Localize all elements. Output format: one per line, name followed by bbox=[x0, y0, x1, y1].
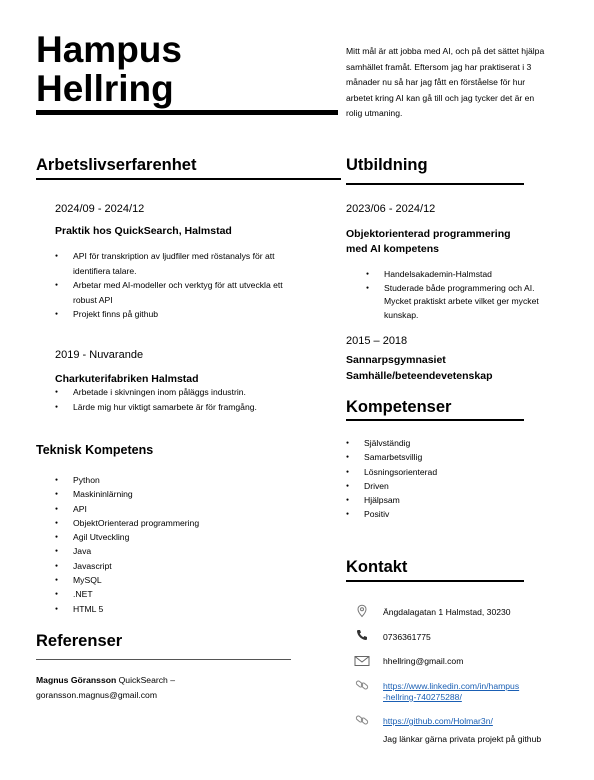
work-section-rule bbox=[36, 178, 341, 180]
list-item: ● Javascript bbox=[55, 559, 295, 573]
education-2-title-line2: Samhälle/beteendevetenskap bbox=[346, 370, 493, 382]
job-2-bullets bbox=[55, 385, 315, 414]
link-icon bbox=[355, 713, 369, 727]
list-item: ● Samarbetsvillig bbox=[346, 450, 526, 464]
first-name: Hampus bbox=[36, 29, 182, 70]
list-item: ● MySQL bbox=[55, 573, 295, 587]
education-1-dates: 2023/06 - 2024/12 bbox=[346, 203, 436, 215]
list-item: ● Java bbox=[55, 544, 295, 558]
tech-section-title: Teknisk Kompetens bbox=[36, 443, 154, 457]
reference-email: goransson.magnus@gmail.com bbox=[36, 690, 157, 700]
link-icon bbox=[355, 678, 369, 692]
linkedin-link-line1[interactable]: https://www.linkedin.com/in/hampus bbox=[383, 681, 520, 691]
list-item: ● .NET bbox=[55, 587, 295, 601]
competences-section-title: Kompetenser bbox=[346, 398, 452, 416]
phone-icon bbox=[355, 628, 369, 642]
list-item: ● Studerade både programmering och AI. Mycket praktiskt arbete vilket ger mycket kunskap. bbox=[366, 282, 546, 323]
intro-text: Mitt mål är att jobba med AI, och på det sättet hjälpa samhället framåt. Eftersom jag har praktiserat i 3 månader nu så har jag fått en förståelse för hur arbetet kring AI kan gå till och jag tycker det är en rolig utmaning. bbox=[346, 46, 545, 118]
job-2-dates: 2019 - Nuvarande bbox=[55, 349, 144, 361]
list-item: ● Agil Utveckling bbox=[55, 530, 295, 544]
education-2-title-line1: Sannarpsgymnasiet bbox=[346, 354, 446, 366]
reference-entry bbox=[36, 673, 266, 703]
tech-skills-list bbox=[55, 473, 295, 616]
name-underline bbox=[36, 110, 338, 115]
list-item: ● HTML 5 bbox=[55, 602, 295, 616]
list-item: ● Arbetar med AI-modeller och verktyg för att utveckla ett robust API bbox=[55, 278, 295, 307]
list-item: ● Handelsakademin-Halmstad bbox=[366, 268, 546, 282]
list-item: ● Driven bbox=[346, 479, 526, 493]
reference-company: QuickSearch – bbox=[116, 675, 175, 685]
job-1-title: Praktik hos QuickSearch, Halmstad bbox=[55, 225, 232, 237]
contact-section-title: Kontakt bbox=[346, 558, 408, 576]
reference-name: Magnus Göransson bbox=[36, 675, 117, 685]
list-item: ● Självständig bbox=[346, 436, 526, 450]
references-section-title: Referenser bbox=[36, 632, 123, 650]
education-2-dates: 2015 – 2018 bbox=[346, 335, 408, 347]
list-item: ● Positiv bbox=[346, 507, 526, 521]
list-item: ● Lösningsorienterad bbox=[346, 465, 526, 479]
name-heading bbox=[36, 30, 182, 108]
linkedin-link-line2[interactable]: -hellring-740275288/ bbox=[383, 692, 462, 702]
list-item: ● Projekt finns på github bbox=[55, 307, 295, 322]
work-section-title: Arbetslivserfarenhet bbox=[36, 156, 197, 174]
education-1-title-line1: Objektorienterad programmering bbox=[346, 228, 511, 240]
list-item: ● API bbox=[55, 502, 295, 516]
list-item: ● Hjälpsam bbox=[346, 493, 526, 507]
education-1-title-line2: med AI kompetens bbox=[346, 243, 439, 255]
envelope-icon bbox=[354, 654, 370, 668]
list-item: ● Python bbox=[55, 473, 295, 487]
map-pin-icon bbox=[355, 604, 369, 618]
github-note: Jag länkar gärna privata projekt på github bbox=[383, 734, 542, 744]
education-1-title bbox=[346, 227, 511, 257]
job-2-title: Charkuterifabriken Halmstad bbox=[55, 373, 199, 385]
competences-section-rule bbox=[346, 419, 524, 421]
list-item: ● Arbetade i skivningen inom påläggs industrin. bbox=[55, 385, 315, 400]
list-item: ● Lärde mig hur viktigt samarbete är för framgång. bbox=[55, 400, 315, 415]
education-1-bullets bbox=[366, 268, 546, 322]
list-item: ● Maskininlärning bbox=[55, 487, 295, 501]
contact-email: hhellring@gmail.com bbox=[383, 656, 464, 666]
competences-list bbox=[346, 436, 526, 522]
job-1-dates: 2024/09 - 2024/12 bbox=[55, 203, 145, 215]
contact-phone: 0736361775 bbox=[383, 632, 431, 642]
github-link[interactable]: https://github.com/Holmar3n/ bbox=[383, 716, 493, 726]
education-section-title: Utbildning bbox=[346, 156, 428, 174]
linkedin-link[interactable] bbox=[383, 681, 519, 703]
references-section-rule bbox=[36, 659, 291, 660]
list-item: ● ObjektOrienterad programmering bbox=[55, 516, 295, 530]
job-1-bullets bbox=[55, 249, 295, 322]
contact-address: Ängdalagatan 1 Halmstad, 30230 bbox=[383, 607, 511, 617]
education-2-title bbox=[346, 352, 492, 384]
education-section-rule bbox=[346, 183, 524, 185]
last-name: Hellring bbox=[36, 68, 174, 109]
contact-section-rule bbox=[346, 580, 524, 582]
list-item: ● API för transkription av ljudfiler med röstanalys för att identifiera talare. bbox=[55, 249, 295, 278]
